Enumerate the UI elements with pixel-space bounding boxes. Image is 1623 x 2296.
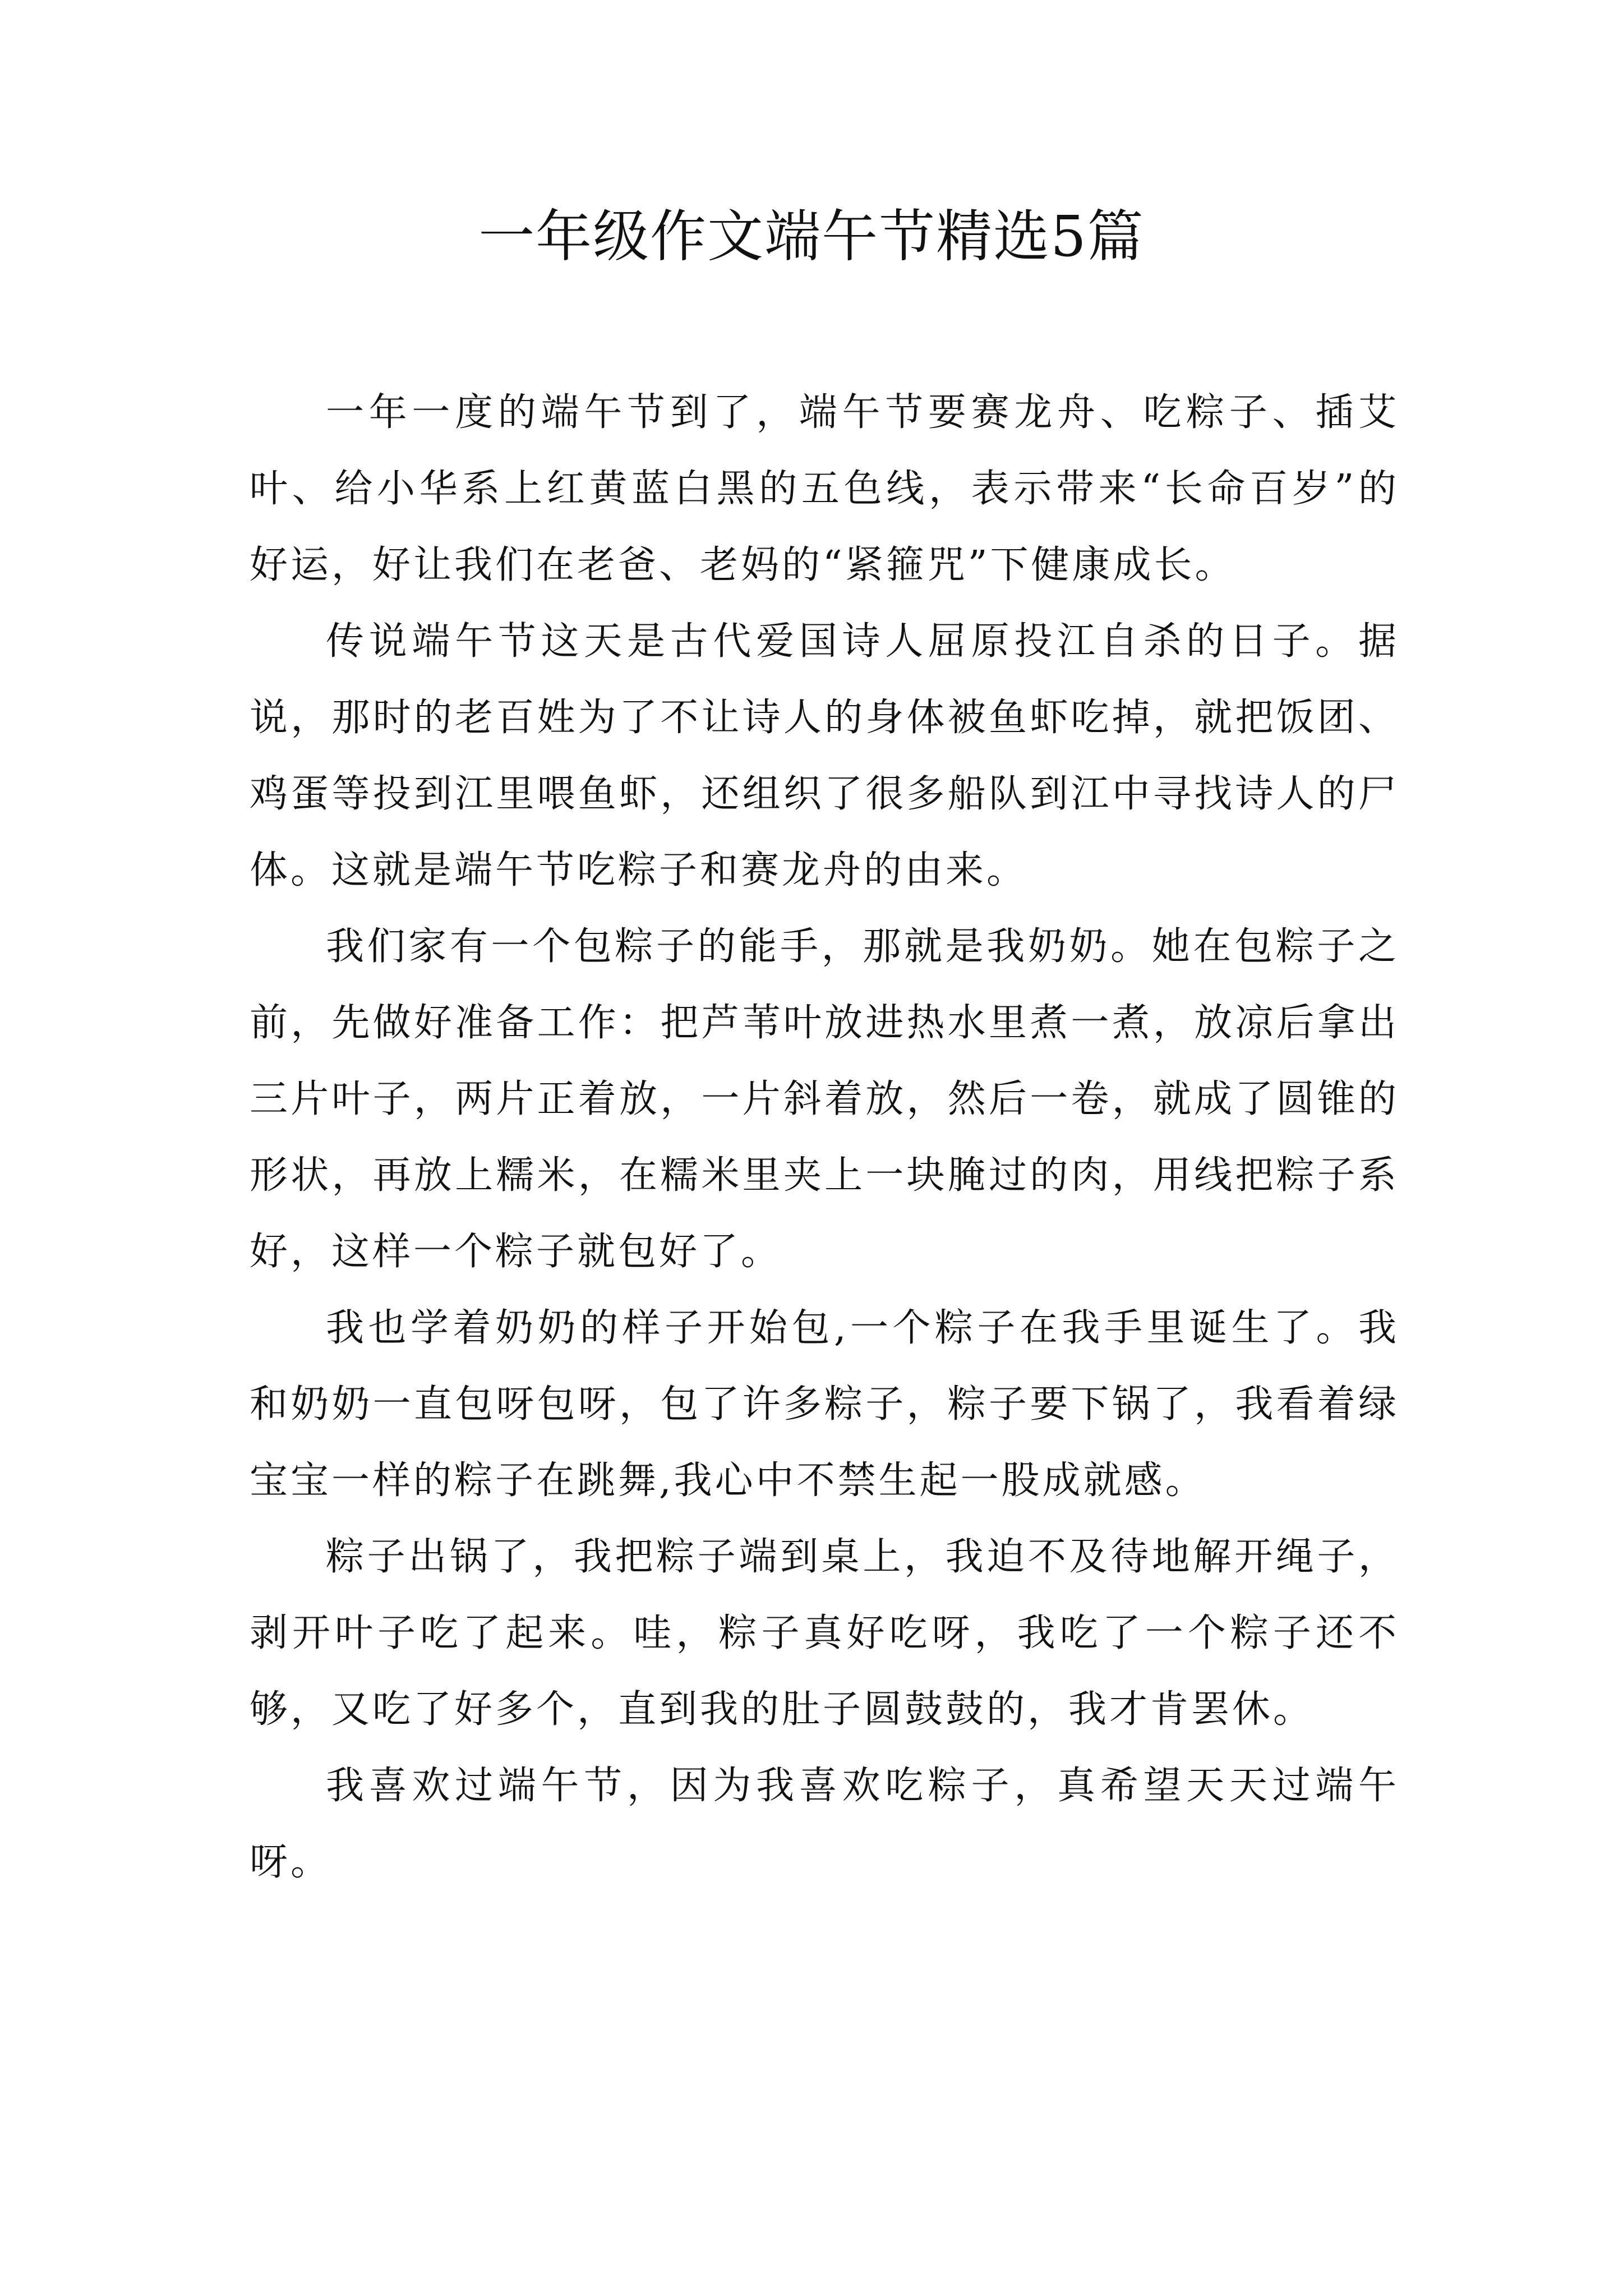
document-body: [250, 375, 1399, 1901]
paragraph: 传说端午节这天是古代爱国诗人屈原投江自杀的日子。据说，那时的老百姓为了不让诗人的身体被鱼虾吃掉，就把饭团、鸡蛋等投到江里喂鱼虾，还组织了很多船队到江中寻找诗人的尸体。这就是端午节吃粽子和赛龙舟的由来。: [250, 619, 1399, 892]
document-title: 一年级作文端午节精选5篇: [478, 204, 1145, 269]
paragraph: 粽子出锅了，我把粽子端到桌上，我迫不及待地解开绳子，剥开叶子吃了起来。哇，粽子真好吃呀，我吃了一个粽子还不够，又吃了好多个，直到我的肚子圆鼓鼓的，我才肯罢休。: [250, 1535, 1399, 1732]
paragraph: 我也学着奶奶的样子开始包,一个粽子在我手里诞生了。我和奶奶一直包呀包呀，包了许多粽子，粽子要下锅了，我看着绿宝宝一样的粽子在跳舞,我心中不禁生起一股成就感。: [250, 1306, 1399, 1503]
paragraph: 我们家有一个包粽子的能手，那就是我奶奶。她在包粽子之前，先做好准备工作：把芦苇叶放进热水里煮一煮，放凉后拿出三片叶子，两片正着放，一片斜着放，然后一卷，就成了圆锥的形状，再放上糯米，在糯米里夹上一块腌过的肉，用线把粽子系好，这样一个粽子就包好了。: [250, 924, 1399, 1274]
paragraph: 我喜欢过端午节，因为我喜欢吃粽子，真希望天天过端午呀。: [250, 1764, 1399, 1884]
paragraph: 一年一度的端午节到了，端午节要赛龙舟、吃粽子、插艾叶、给小华系上红黄蓝白黑的五色线，表示带来“长命百岁”的好运，好让我们在老爸、老妈的“紧箍咒”下健康成长。: [250, 390, 1399, 587]
